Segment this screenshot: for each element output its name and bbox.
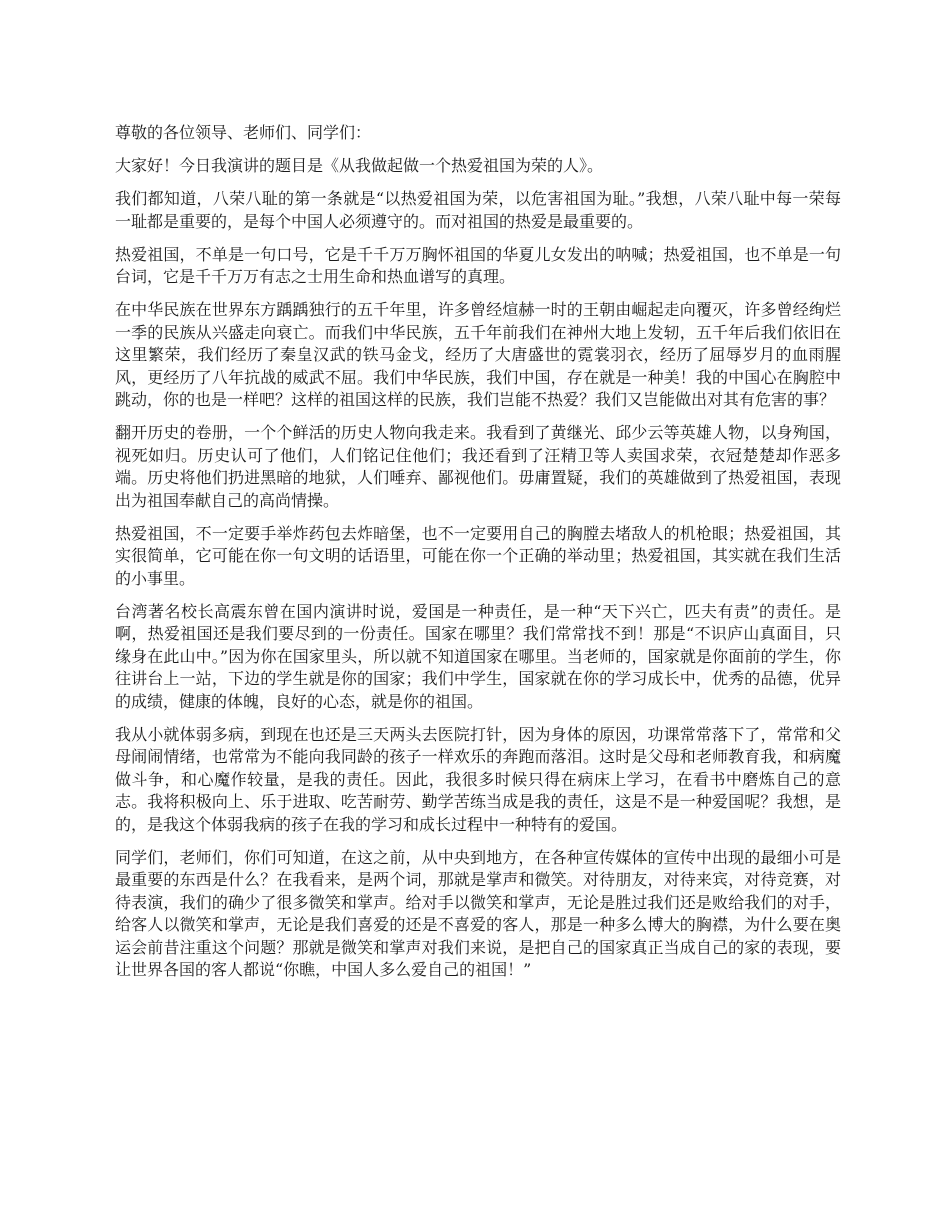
- salutation: 尊敬的各位领导、老师们、同学们：: [115, 123, 372, 142]
- paragraph-3: 我们都知道，八荣八耻的第一条就是“以热爱祖国为荣，以危害祖国为耻。”我想，八荣八耻中每一荣每一耻都是重要的，是每个中国人必须遵守的。而对祖国的热爱是最重要的。: [115, 189, 841, 231]
- paragraph-4: 热爱祖国，不单是一句口号，它是千千万万胸怀祖国的华夏儿女发出的呐喊；热爱祖国，也不单是一句台词，它是千千万万有志之士用生命和热血谱写的真理。: [115, 244, 841, 286]
- paragraph-10: 同学们，老师们，你们可知道，在这之前，从中央到地方，在各种宣传媒体的宣传中出现的最细小可是最重要的东西是什么？在我看来，是两个词，那就是掌声和微笑。对待朋友，对待来宾，对待竞赛，对待表演，我们的确少了很多微笑和掌声。给对手以微笑和掌声，无论是胜过我们还是败给我们的对手，给客人以微笑和掌声，无论是我们喜爱的还是不喜爱的客人，那是一种多么博大的胸襟，为什么要在奥运会前昔注重这个问题？那就是微笑和掌声对我们来说，是把自己的国家真正当成自己的家的表现，要让世界各国的客人都说“你瞧，中国人多么爱自己的祖国！”: [115, 847, 841, 979]
- paragraph-7: 热爱祖国，不一定要手举炸药包去炸暗堡，也不一定要用自己的胸膛去堵敌人的机枪眼；热爱祖国，其实很简单，它可能在你一句文明的话语里，可能在你一个正确的举动里；热爱祖国，其实就在我们生活的小事里。: [115, 523, 841, 588]
- speech-intro: 大家好！今日我演讲的题目是《从我做起做一个热爱祖国为荣的人》。: [115, 156, 604, 175]
- speech-document: [115, 122, 841, 992]
- paragraph-6: 翻开历史的卷册，一个个鲜活的历史人物向我走来。我看到了黄继光、邱少云等英雄人物，以身殉国，视死如归。历史认可了他们，人们铭记住他们；我还看到了汪精卫等人卖国求荣，衣冠楚楚却作恶多端。历史将他们扔进黑暗的地狱，人们唾弃、鄙视他们。毋庸置疑，我们的英雄做到了热爱祖国，表现出为祖国奉献自己的高尚情操。: [115, 423, 841, 510]
- paragraph-5: 在中华民族在世界东方踽踽独行的五千年里，许多曾经煊赫一时的王朝由崛起走向覆灭，许多曾经绚烂一季的民族从兴盛走向衰亡。而我们中华民族，五千年前我们在神州大地上发轫，五千年后我们依旧在这里繁荣，我们经历了秦皇汉武的铁马金戈，经历了大唐盛世的霓裳羽衣，经历了屈辱岁月的血雨腥风，更经历了八年抗战的威武不屈。我们中华民族，我们中国，存在就是一种美！我的中国心在胸腔中跳动，你的也是一样吧？这样的祖国这样的民族，我们岂能不热爱？我们又岂能做出对其有危害的事？: [115, 300, 841, 409]
- paragraph-8: 台湾著名校长高震东曾在国内演讲时说，爱国是一种责任，是一种“天下兴亡，匹夫有责”的责任。是啊，热爱祖国还是我们要尽到的一份责任。国家在哪里？我们常常找不到！那是“不识庐山真面目，只缘身在此山中。”因为你在国家里头，所以就不知道国家在哪里。当老师的，国家就是你面前的学生，你往讲台上一站，下边的学生就是你的国家；我们中学生，国家就在你的学习成长中，优秀的品德，优异的成绩，健康的体魄，良好的心态，就是你的祖国。: [115, 601, 841, 711]
- paragraph-9: 我从小就体弱多病，到现在也还是三天两头去医院打针，因为身体的原因，功课常常落下了，常常和父母闹闹情绪，也常常为不能向我同龄的孩子一样欢乐的奔跑而落泪。这时是父母和老师教育我，和病魔做斗争，和心魔作较量，是我的责任。因此，我很多时候只得在病床上学习，在看书中磨炼自己的意志。我将积极向上、乐于进取、吃苦耐劳、勤学苦练当成是我的责任，这是不是一种爱国呢？我想，是的，是我这个体弱我病的孩子在我的学习和成长过程中一种特有的爱国。: [115, 724, 841, 834]
